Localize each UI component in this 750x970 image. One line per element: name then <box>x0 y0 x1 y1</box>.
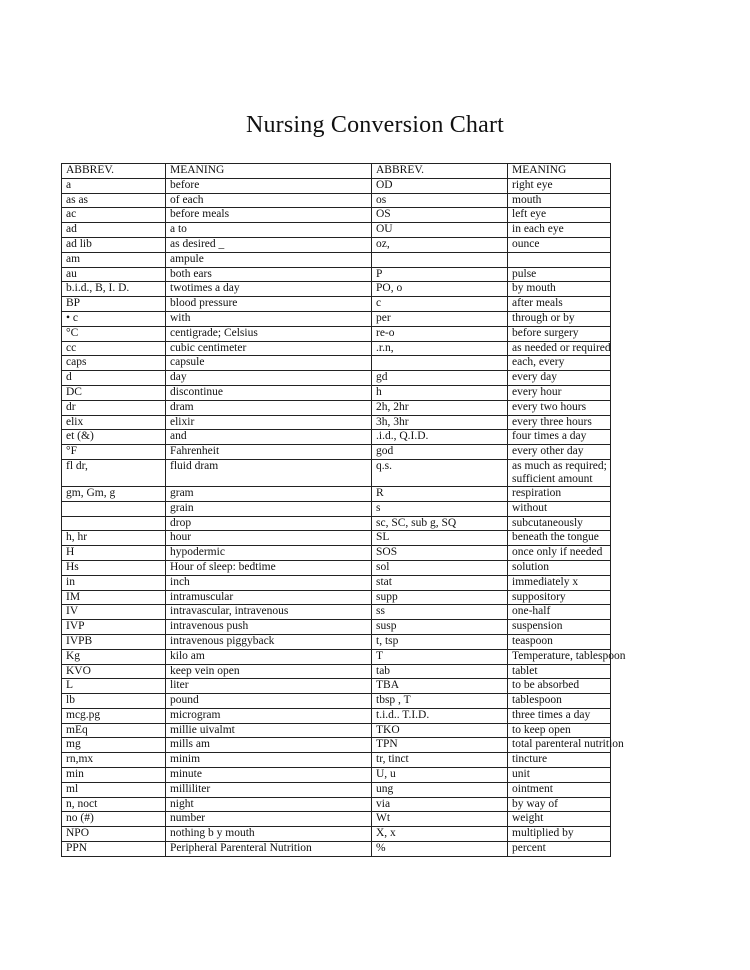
abbrev-cell: mg <box>62 738 166 753</box>
table-row <box>62 782 611 797</box>
meaning-cell: and <box>166 430 372 445</box>
table-row <box>62 252 611 267</box>
meaning-cell: before <box>166 178 372 193</box>
table-row <box>62 842 611 857</box>
table-row <box>62 812 611 827</box>
abbrev-cell: gm, Gm, g <box>62 486 166 501</box>
page-title: Nursing Conversion Chart <box>245 112 505 138</box>
abbrev-cell: PO, o <box>372 282 508 297</box>
meaning-cell: minim <box>166 753 372 768</box>
abbrev-cell: sc, SC, sub g, SQ <box>372 516 508 531</box>
table-row <box>62 723 611 738</box>
table-row <box>62 208 611 223</box>
abbrev-cell: b.i.d., B, I. D. <box>62 282 166 297</box>
meaning-cell: by mouth <box>508 282 611 297</box>
abbrev-cell: a <box>62 178 166 193</box>
abbrev-cell: h, hr <box>62 531 166 546</box>
abbrev-cell: P <box>372 267 508 282</box>
table-row <box>62 634 611 649</box>
abbrev-cell: os <box>372 193 508 208</box>
meaning-cell: right eye <box>508 178 611 193</box>
abbrev-cell: 2h, 2hr <box>372 400 508 415</box>
meaning-cell: blood pressure <box>166 297 372 312</box>
abbrev-cell: X, x <box>372 827 508 842</box>
meaning-cell: of each <box>166 193 372 208</box>
abbrev-cell: T <box>372 649 508 664</box>
table-row <box>62 531 611 546</box>
meaning-cell: in each eye <box>508 223 611 238</box>
meaning-cell: every three hours <box>508 415 611 430</box>
table-row <box>62 516 611 531</box>
table-row <box>62 827 611 842</box>
meaning-cell: without <box>508 501 611 516</box>
meaning-cell: intravenous piggyback <box>166 634 372 649</box>
meaning-cell: unit <box>508 768 611 783</box>
abbrev-cell: tab <box>372 664 508 679</box>
abbrev-cell: lb <box>62 694 166 709</box>
abbrev-cell: tr, tinct <box>372 753 508 768</box>
abbrev-cell: mEq <box>62 723 166 738</box>
table-row <box>62 694 611 709</box>
table-row <box>62 193 611 208</box>
meaning-cell: multiplied by <box>508 827 611 842</box>
meaning-cell: intravascular, intravenous <box>166 605 372 620</box>
abbrev-cell: dr <box>62 400 166 415</box>
meaning-cell: to keep open <box>508 723 611 738</box>
abbrev-cell: IM <box>62 590 166 605</box>
abbrev-cell: Hs <box>62 560 166 575</box>
meaning-cell: four times a day <box>508 430 611 445</box>
table-row <box>62 297 611 312</box>
table-row <box>62 267 611 282</box>
abbrev-cell: as as <box>62 193 166 208</box>
meaning-cell: before meals <box>166 208 372 223</box>
abbrev-cell: Kg <box>62 649 166 664</box>
meaning-cell: every day <box>508 371 611 386</box>
table-row <box>62 326 611 341</box>
meaning-cell: both ears <box>166 267 372 282</box>
abbrev-cell: cc <box>62 341 166 356</box>
abbrev-cell: sol <box>372 560 508 575</box>
abbrev-cell: via <box>372 797 508 812</box>
abbrev-cell: BP <box>62 297 166 312</box>
abbrev-cell: % <box>372 842 508 857</box>
meaning-cell: drop <box>166 516 372 531</box>
abbrev-cell: susp <box>372 620 508 635</box>
meaning-cell: one-half <box>508 605 611 620</box>
meaning-cell: night <box>166 797 372 812</box>
abbrev-cell: TBA <box>372 679 508 694</box>
meaning-cell: centigrade; Celsius <box>166 326 372 341</box>
meaning-cell: fluid dram <box>166 459 372 486</box>
abbrev-cell: c <box>372 297 508 312</box>
abbrev-cell: au <box>62 267 166 282</box>
abbrev-cell: ss <box>372 605 508 620</box>
abbrev-cell: s <box>372 501 508 516</box>
meaning-cell: tincture <box>508 753 611 768</box>
abbrev-cell: °C <box>62 326 166 341</box>
meaning-cell: millie uivalmt <box>166 723 372 738</box>
meaning-cell: kilo am <box>166 649 372 664</box>
abbrev-cell: min <box>62 768 166 783</box>
abbrev-cell: ad lib <box>62 237 166 252</box>
table-row <box>62 486 611 501</box>
header-abbrev-2: ABBREV. <box>372 164 508 179</box>
meaning-cell: respiration <box>508 486 611 501</box>
abbrev-cell: OU <box>372 223 508 238</box>
abbrev-cell: h <box>372 385 508 400</box>
meaning-cell: capsule <box>166 356 372 371</box>
abbrev-cell: fl dr, <box>62 459 166 486</box>
table-row <box>62 385 611 400</box>
table-row <box>62 546 611 561</box>
meaning-cell: gram <box>166 486 372 501</box>
abbrev-cell: .i.d., Q.I.D. <box>372 430 508 445</box>
meaning-cell: keep vein open <box>166 664 372 679</box>
abbrev-cell: Wt <box>372 812 508 827</box>
table-row <box>62 223 611 238</box>
meaning-cell: beneath the tongue <box>508 531 611 546</box>
abbrev-cell: H <box>62 546 166 561</box>
header-abbrev-1: ABBREV. <box>62 164 166 179</box>
meaning-cell: suppository <box>508 590 611 605</box>
table-row <box>62 768 611 783</box>
meaning-cell: once only if needed <box>508 546 611 561</box>
meaning-cell: hypodermic <box>166 546 372 561</box>
table-header-row <box>62 164 611 179</box>
table-row <box>62 178 611 193</box>
abbrev-cell: in <box>62 575 166 590</box>
abbrev-cell: am <box>62 252 166 267</box>
meaning-cell: ampule <box>166 252 372 267</box>
meaning-cell: Hour of sleep: bedtime <box>166 560 372 575</box>
abbrev-cell: SOS <box>372 546 508 561</box>
table-row <box>62 237 611 252</box>
abbrev-cell: DC <box>62 385 166 400</box>
table-row <box>62 575 611 590</box>
table-row <box>62 282 611 297</box>
abbrev-cell: OS <box>372 208 508 223</box>
abbrev-cell: oz, <box>372 237 508 252</box>
abbrev-cell: IV <box>62 605 166 620</box>
meaning-cell: weight <box>508 812 611 827</box>
meaning-cell: through or by <box>508 311 611 326</box>
abbrev-cell: L <box>62 679 166 694</box>
table-row <box>62 459 611 486</box>
abbrev-cell: ac <box>62 208 166 223</box>
abbrev-cell: • c <box>62 311 166 326</box>
conversion-table <box>61 163 626 857</box>
table-row <box>62 430 611 445</box>
meaning-cell: elixir <box>166 415 372 430</box>
abbrev-cell: ung <box>372 782 508 797</box>
table-row <box>62 445 611 460</box>
meaning-cell: immediately x <box>508 575 611 590</box>
table-row <box>62 356 611 371</box>
abbrev-cell: NPO <box>62 827 166 842</box>
table-row <box>62 620 611 635</box>
meaning-cell: three times a day <box>508 708 611 723</box>
meaning-cell: number <box>166 812 372 827</box>
meaning-cell: tablet <box>508 664 611 679</box>
abbrev-cell: KVO <box>62 664 166 679</box>
abbrev-cell: stat <box>372 575 508 590</box>
table-body <box>62 178 626 856</box>
meaning-cell: as much as required; sufficient amount <box>508 459 611 486</box>
abbrev-cell: TPN <box>372 738 508 753</box>
meaning-cell: hour <box>166 531 372 546</box>
meaning-cell: day <box>166 371 372 386</box>
abbrev-cell: mcg.pg <box>62 708 166 723</box>
meaning-cell: by way of <box>508 797 611 812</box>
abbrev-cell <box>372 356 508 371</box>
meaning-cell: left eye <box>508 208 611 223</box>
table-row <box>62 738 611 753</box>
table-row <box>62 753 611 768</box>
header-meaning-1: MEANING <box>166 164 372 179</box>
abbrev-cell: gd <box>372 371 508 386</box>
abbrev-cell: et (&) <box>62 430 166 445</box>
abbrev-cell: supp <box>372 590 508 605</box>
table-row <box>62 560 611 575</box>
abbrev-cell: per <box>372 311 508 326</box>
abbrev-cell: SL <box>372 531 508 546</box>
meaning-cell: teaspoon <box>508 634 611 649</box>
meaning-cell: total parenteral nutrition <box>508 738 611 753</box>
meaning-cell: Fahrenheit <box>166 445 372 460</box>
meaning-cell: every other day <box>508 445 611 460</box>
meaning-cell: tablespoon <box>508 694 611 709</box>
abbrev-cell: IVP <box>62 620 166 635</box>
meaning-cell: as needed or required <box>508 341 611 356</box>
meaning-cell: every two hours <box>508 400 611 415</box>
meaning-cell: mouth <box>508 193 611 208</box>
meaning-cell: intravenous push <box>166 620 372 635</box>
table-row <box>62 708 611 723</box>
abbrev-cell: IVPB <box>62 634 166 649</box>
meaning-cell: microgram <box>166 708 372 723</box>
abbrev-cell: caps <box>62 356 166 371</box>
table-row <box>62 605 611 620</box>
abbrev-cell <box>62 501 166 516</box>
meaning-cell: Temperature, tablespoon <box>508 649 611 664</box>
abbrev-cell: no (#) <box>62 812 166 827</box>
abbrev-cell: U, u <box>372 768 508 783</box>
meaning-cell <box>508 252 611 267</box>
table-row <box>62 797 611 812</box>
meaning-cell: twotimes a day <box>166 282 372 297</box>
meaning-cell: inch <box>166 575 372 590</box>
meaning-cell: as desired _ <box>166 237 372 252</box>
abbrev-cell <box>62 516 166 531</box>
meaning-cell: suspension <box>508 620 611 635</box>
meaning-cell: milliliter <box>166 782 372 797</box>
abbrev-cell <box>372 252 508 267</box>
table-row <box>62 664 611 679</box>
table-row <box>62 311 611 326</box>
abbrev-cell: d <box>62 371 166 386</box>
table-row <box>62 371 611 386</box>
table-row <box>62 501 611 516</box>
meaning-cell: before surgery <box>508 326 611 341</box>
meaning-cell: percent <box>508 842 611 857</box>
meaning-cell: minute <box>166 768 372 783</box>
meaning-cell: nothing b y mouth <box>166 827 372 842</box>
table-row <box>62 590 611 605</box>
abbrev-cell: t, tsp <box>372 634 508 649</box>
meaning-cell: intramuscular <box>166 590 372 605</box>
meaning-cell: ointment <box>508 782 611 797</box>
abbrev-cell: PPN <box>62 842 166 857</box>
abbrev-cell: rn,mx <box>62 753 166 768</box>
abbrev-cell: 3h, 3hr <box>372 415 508 430</box>
table-row <box>62 341 611 356</box>
abbrev-cell: n, noct <box>62 797 166 812</box>
abbrev-cell: ad <box>62 223 166 238</box>
meaning-cell: pulse <box>508 267 611 282</box>
abbrev-cell: R <box>372 486 508 501</box>
meaning-cell: with <box>166 311 372 326</box>
meaning-cell: each, every <box>508 356 611 371</box>
table-row <box>62 400 611 415</box>
header-meaning-2: MEANING <box>508 164 611 179</box>
table-row <box>62 415 611 430</box>
meaning-cell: solution <box>508 560 611 575</box>
abbrev-cell: .r.n, <box>372 341 508 356</box>
meaning-cell: discontinue <box>166 385 372 400</box>
abbrev-cell: TKO <box>372 723 508 738</box>
meaning-cell: pound <box>166 694 372 709</box>
meaning-cell: a to <box>166 223 372 238</box>
abbrev-cell: ml <box>62 782 166 797</box>
meaning-cell: mills am <box>166 738 372 753</box>
meaning-cell: cubic centimeter <box>166 341 372 356</box>
abbrev-cell: elix <box>62 415 166 430</box>
meaning-cell: every hour <box>508 385 611 400</box>
meaning-cell: after meals <box>508 297 611 312</box>
meaning-cell: dram <box>166 400 372 415</box>
meaning-cell: liter <box>166 679 372 694</box>
abbrev-cell: tbsp , T <box>372 694 508 709</box>
meaning-cell: grain <box>166 501 372 516</box>
table-row <box>62 679 611 694</box>
abbrev-cell: t.i.d.. T.I.D. <box>372 708 508 723</box>
abbrev-cell: OD <box>372 178 508 193</box>
abbrev-cell: god <box>372 445 508 460</box>
meaning-cell: ounce <box>508 237 611 252</box>
abbrev-cell: re-o <box>372 326 508 341</box>
abbrev-cell: q.s. <box>372 459 508 486</box>
table-row <box>62 649 611 664</box>
meaning-cell: Peripheral Parenteral Nutrition <box>166 842 372 857</box>
abbrev-cell: °F <box>62 445 166 460</box>
meaning-cell: subcutaneously <box>508 516 611 531</box>
meaning-cell: to be absorbed <box>508 679 611 694</box>
